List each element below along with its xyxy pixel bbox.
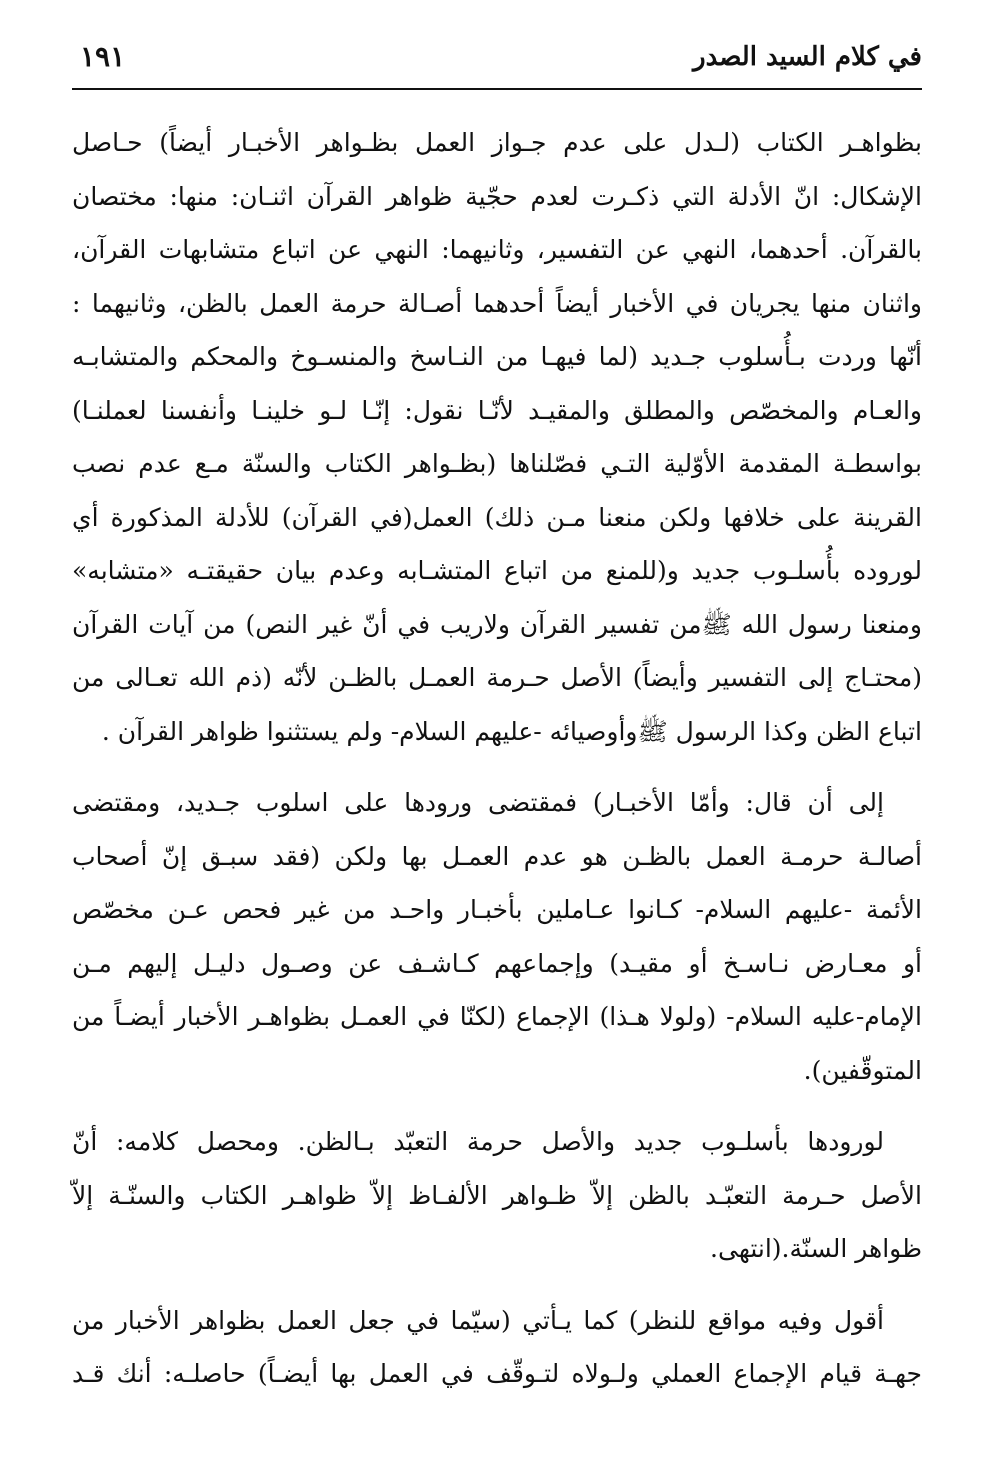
text-line: القرينة على خلافها ولكن منعنا مـن ذلك) العمل(في القرآن) للأدلة المذكورة أي <box>72 502 922 532</box>
text-line: لورودها بأسلـوب جديد والأصل حرمة التعبّد بـالظن. ومحصل كلامه: أنّ <box>72 1127 884 1156</box>
text-line: والعـام والمخصّص والمطلق والمقيـد لأنّـا نقول: إنّـا لـو خلينـا وأنفسنا لعملنـا) <box>72 395 922 425</box>
text-line: أو معـارض نـاسـخ أو مقيـد) وإجماعهم كـاشـف عن وصـول دليـل إليهم مـن <box>72 948 922 978</box>
running-title: في كلام السيد الصدر <box>693 42 922 72</box>
page-number: ١٩١ <box>80 40 126 73</box>
page-header <box>72 30 922 90</box>
text-line: بظواهـر الكتاب (لـدل على عدم جـواز العمل بظـواهر الأخبـار أيضاً) حـاصل <box>72 128 922 157</box>
text-line: إلى أن قال: وأمّا الأخبـار) فمقتضى ورودها على اسلوب جـديد، ومقتضى <box>72 788 884 817</box>
paragraph-3 <box>72 1115 922 1276</box>
text-line: اتباع الظن وكذا الرسول ﷺوأوصيائه -عليهم السلام- ولم يستثنوا ظواهر القرآن . <box>101 716 922 746</box>
text-line: أصالـة حرمـة العمل بالظـن هو عدم العمـل بها ولكن (فقد سبـق إنّ أصحاب <box>72 841 922 871</box>
text-line: بالقرآن. أحدهما، النهي عن التفسير، وثانيهما: النهي عن اتباع متشابهات القرآن، <box>72 235 922 264</box>
text-line: أنّها وردت بـأُسلوب جـديد (لما فيهـا من النـاسخ والمنسـوخ والمحكم والمتشابـه <box>72 342 922 371</box>
paragraph-1 <box>72 116 922 758</box>
text-line: المتوقّفين). <box>803 1055 922 1085</box>
paragraph-2 <box>72 776 922 1097</box>
text-line: ظواهر السنّة.(انتهى. <box>710 1234 922 1263</box>
text-line: الأصل حـرمة التعبّـد بالظن إلاّ ظـواهر الألفـاظ إلاّ ظواهـر الكتاب والسنّـة إلاّ <box>72 1180 922 1210</box>
text-line: بواسطـة المقدمة الأوّلية التـي فصّلناها (بظـواهر الكتاب والسنّة مـع عدم نصب <box>72 449 922 478</box>
text-line: الأئمة -عليهم السلام- كـانوا عـاملين بأخبـار واحـد من غير فحص عـن مخصّص <box>72 895 922 924</box>
text-line: لوروده بأُسلـوب جديد و(للمنع من اتباع المتشـابه وعدم بيان حقيقتـه «متشابه» <box>72 556 922 585</box>
book-page <box>72 30 922 1440</box>
text-line: واثنان منها يجريان في الأخبار أيضاً أحدهما أصـالة حرمة العمل بالظن، وثانيهما : <box>72 288 922 318</box>
text-line: ومنعنا رسول الله ﷺمن تفسير القرآن ولاريب في أنّ غير النص) من آيات القرآن <box>72 609 922 639</box>
text-line: الإمام-عليه السلام- (ولولا هـذا) الإجماع (لكنّا في العمـل بظواهـر الأخبار أيضـاً من <box>72 1002 922 1031</box>
text-line: جهـة قيام الإجماع العملي ولـولاه لتـوقّف في العمل بها أيضـاً) حاصلـه: أنك قـد <box>72 1359 922 1388</box>
text-line: (محتـاج إلى التفسير وأيضاً) الأصل حـرمة العمـل بالظـن لأنّه (ذم الله تعـالى من <box>72 663 922 692</box>
text-line: الإشكال: انّ الأدلة التي ذكـرت لعدم حجّية ظواهر القرآن اثنـان: منها: مختصان <box>72 181 922 211</box>
text-line: أقول وفيه مواقع للنظر) كما يـأتي (سيّما في جعل العمل بظواهر الأخبار من <box>72 1305 884 1335</box>
paragraph-4 <box>72 1294 922 1401</box>
page-body <box>72 116 922 1401</box>
